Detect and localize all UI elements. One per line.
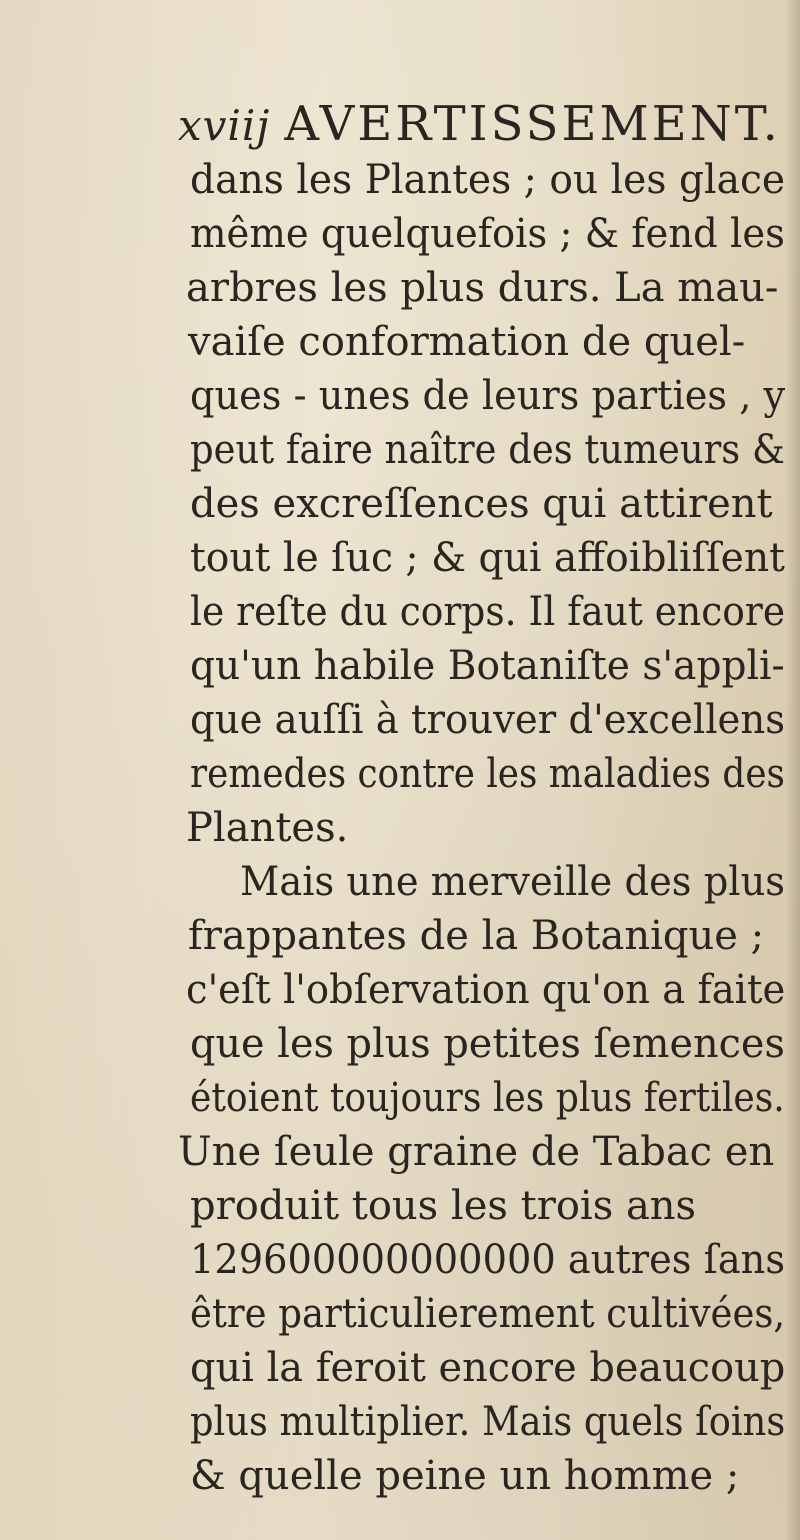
text-line: que auſſi à trouver d'excellens — [190, 697, 786, 743]
text-line: remedes contre les maladies des — [190, 751, 785, 797]
text-line: dans les Plantes ; ou les glace — [190, 157, 786, 203]
page-number: xviij — [178, 101, 271, 150]
text-line: peut faire naître des tumeurs & — [190, 427, 785, 473]
text-line: que les plus petites ſemences — [190, 1021, 785, 1067]
text-line: c'eſt l'obſervation qu'on a faite — [186, 967, 786, 1013]
text-line: arbres les plus durs. La mau- — [186, 265, 779, 311]
text-line: tout le ſuc ; & qui affoibliſſent — [190, 535, 785, 581]
text-line: le reſte du corps. Il faut encore — [190, 589, 786, 635]
text-line: qui la feroit encore beaucoup — [190, 1345, 786, 1391]
text-line: qu'un habile Botaniſte s'appli- — [190, 643, 785, 689]
running-head: AVERTISSEMENT. — [284, 96, 781, 152]
text-line: & quelle peine un homme ; — [190, 1453, 740, 1499]
text-line: Une ſeule graine de Tabac en — [178, 1129, 775, 1175]
text-line: vaiſe conformation de quel- — [188, 319, 746, 365]
text-line: ques - unes de leurs parties , y — [190, 373, 786, 419]
text-line: étoient toujours les plus fertiles. — [190, 1075, 785, 1121]
text-line: Mais une merveille des plus — [240, 859, 786, 905]
text-line: Plantes. — [186, 805, 349, 851]
text-line: des excreſſences qui attirent — [190, 481, 773, 527]
text-line: frappantes de la Botanique ; — [188, 913, 765, 959]
text-line: plus multiplier. Mais quels ſoins — [190, 1399, 786, 1445]
page-edge-shadow — [786, 0, 800, 1540]
text-line: 129600000000000 autres ſans — [190, 1237, 786, 1283]
text-line: même quelquefois ; & fend les — [190, 211, 785, 257]
text-line: être particulierement cultivées, — [190, 1291, 786, 1337]
text-line: produit tous les trois ans — [190, 1183, 697, 1229]
page-header — [178, 96, 781, 156]
